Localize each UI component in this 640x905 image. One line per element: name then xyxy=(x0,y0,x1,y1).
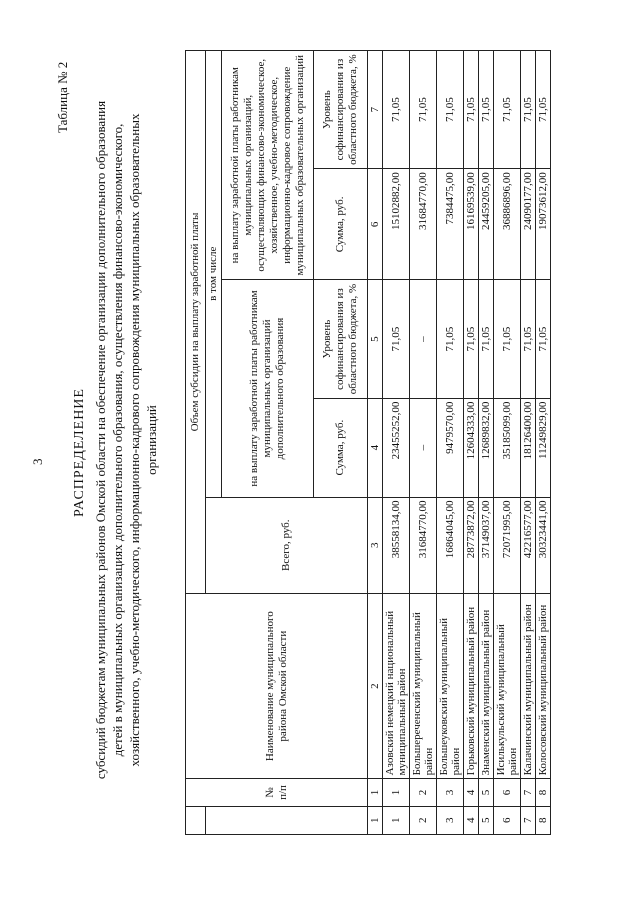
column-number: 2 xyxy=(368,593,383,778)
table-row: 6 6 Исилькульский муниципальный район 72071995,00 35185099,00 71,05 36886896,00 71,05 xyxy=(494,51,521,835)
table-row: 5 5 Знаменский муниципальный район 37149037,00 12689832,00 71,05 24459205,00 71,05 xyxy=(479,51,494,835)
header-blank xyxy=(186,806,206,834)
header-a-level: Уровень софинансирования из областного бюджета, % xyxy=(314,280,368,398)
table-row: 4 4 Горьковский муниципальный район 28773872,00 12604333,00 71,05 16169539,00 71,05 xyxy=(464,51,479,835)
table-row: 8 8 Колосовский муниципальный район 30323441,00 11249829,00 71,05 19073612,00 71,05 xyxy=(536,51,551,835)
header-b-level: Уровень софинансирования из областного бюджета, % xyxy=(314,51,368,169)
header-including: в том числе xyxy=(206,51,222,498)
header-total: Всего, руб. xyxy=(206,497,368,593)
district-name: Азовский немецкий национальный муниципальный район xyxy=(383,593,410,778)
district-name: Колосовский муниципальный район xyxy=(536,593,551,778)
table-row: 2 2 Большереченский муниципальный район 31684770,00 – – 31684770,00 71,05 xyxy=(410,51,437,835)
header-volume: Объем субсидии на выплату заработной платы xyxy=(186,51,206,594)
header-group-a: на выплату заработной платы работникам муниципальных организаций дополнительного образования xyxy=(222,280,314,497)
table-label: Таблица № 2 xyxy=(55,61,70,133)
distribution-table: № п/п Наименование муниципального района Омской области Объем субсидии на выплату заработной платы Всего, руб. в том числе на выплату заработной платы работникам муниципальных организаций дополнительного образования на выплату заработной платы работникам муниципальных организаций, осуществляющих финансово-экономическое, хозяйственное, учебно-методическое, информационно-кадровое сопровождение муниципальных образовательных организаций Сумма, руб. Уровень софинансирования из областного бюджета, % Сумма, руб. Уровень софинансирования из областного бюджета, % 1 1 2 3 4 5 6 7 1 1 Азовский немецкий национальный муниципальный район 38558134,00 23455252,00 71,05 15102882,00 71,05 2 2 Большереченский муниципальный район 31684770,00 – – 31684770,00 71,05 3 3 Большеуковский муниципальный район 16864045,00 9479570,00 71,05 7384475,00 71,05 4 4 Горьковский муниципальный район 28773872,00 12604333,00 71,05 16169539,00 71,05 5 5 Знаменский муниципальный район 37149037,00 12689832,00 71,05 24459205,00 71,05 6 6 Исилькульский муниципальный район 72071995,00 35185099,00 71,05 36886896,00 71,05 7 7 Калачинский муниципальный район 42216577,00 18126400,00 71,05 24090177,00 71,05 8 8 Колосовский муниципальный район 30323441,00 11249829,00 71,05 19073612,00 71,05 xyxy=(185,50,551,835)
header-name: Наименование муниципального района Омской области xyxy=(186,593,368,778)
column-number: 6 xyxy=(368,169,383,280)
column-number: 3 xyxy=(368,497,383,593)
table-row: 1 1 Азовский немецкий национальный муниципальный район 38558134,00 23455252,00 71,05 15102882,00 71,05 xyxy=(383,51,410,835)
column-number: 4 xyxy=(368,398,383,497)
page-number: 3 xyxy=(30,458,45,465)
header-a-sum: Сумма, руб. xyxy=(314,398,368,497)
district-name: Калачинский муниципальный район xyxy=(521,593,536,778)
district-name: Исилькульский муниципальный район xyxy=(494,593,521,778)
document-subtitle: субсидий бюджетам муниципальных районов Омской области на обеспечение организации дополнительного образования детей в муниципальных организациях дополнительного образования, осуществления финансово-экономического, хозяйственного, учебно-методического, информационно-кадрового сопровождения муниципальных образовательных организаций xyxy=(93,100,159,780)
column-number: 7 xyxy=(368,51,383,169)
header-num: № п/п xyxy=(186,779,368,806)
document-title: РАСПРЕДЕЛЕНИЕ xyxy=(72,388,87,517)
district-name: Знаменский муниципальный район xyxy=(479,593,494,778)
district-name: Большереченский муниципальный район xyxy=(410,593,437,778)
district-name: Горьковский муниципальный район xyxy=(464,593,479,778)
header-b-sum: Сумма, руб. xyxy=(314,169,368,280)
column-number: 5 xyxy=(368,280,383,398)
column-number: 1 xyxy=(368,779,383,806)
table-row: 3 3 Большеуковский муниципальный район 16864045,00 9479570,00 71,05 7384475,00 71,05 xyxy=(437,51,464,835)
table-row: 7 7 Калачинский муниципальный район 42216577,00 18126400,00 71,05 24090177,00 71,05 xyxy=(521,51,536,835)
header-group-b: на выплату заработной платы работникам муниципальных организаций, осуществляющих финансово-экономическое, хозяйственное, учебно-методическое, информационно-кадровое сопровождение муниципальных образовательных организаций xyxy=(222,51,314,280)
district-name: Большеуковский муниципальный район xyxy=(437,593,464,778)
